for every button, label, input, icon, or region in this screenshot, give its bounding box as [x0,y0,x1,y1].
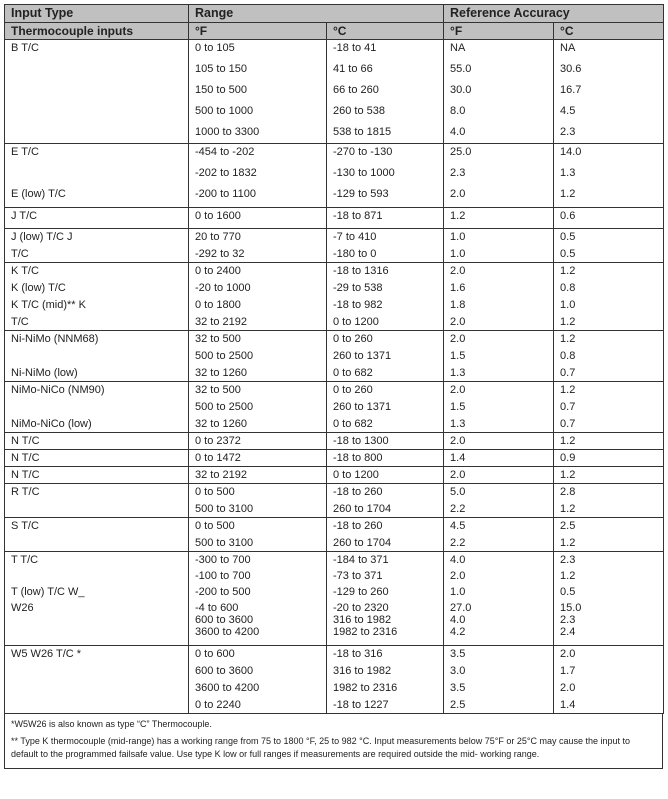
cell-line: 0 to 682 [333,367,373,379]
cell-line: -18 to 871 [333,210,383,222]
cell-line: 0 to 600 [195,648,235,660]
thermocouple-spec-table [4,4,664,714]
range-c-cell [327,331,444,382]
cell-line: 1.0 [450,586,466,598]
cell-line: 500 to 2500 [195,401,254,413]
range-f-cell [189,331,327,382]
cell-line: 260 to 1371 [333,401,392,413]
thermocouple-spec-table-container [4,4,663,797]
cell-line: 1.0 [560,299,576,311]
acc-unit-c: °C [554,23,664,40]
table-body [5,40,664,714]
cell-line: 316 to 1982 [333,665,392,677]
cell-line: 1.2 [560,503,576,515]
cell-line: K (low) T/C [11,282,66,294]
cell-line: 0.7 [560,418,576,430]
cell-line: 30.0 [450,84,472,96]
cell-line: E (low) T/C [11,188,66,200]
cell-line: E T/C [11,146,39,158]
cell-line: 2.0 [450,316,466,328]
cell-line: 260 to 538 [333,105,385,117]
accuracy-c-cell [554,208,664,229]
cell-line: 0 to 500 [195,520,235,532]
input-type-cell [5,518,189,552]
cell-line: S T/C [11,520,39,532]
range-f-cell [189,450,327,467]
range-f-cell [189,144,327,208]
cell-line: 600 to 3600 [195,614,254,626]
cell-line: 0 to 105 [195,42,235,54]
cell-line: 2.0 [450,384,466,396]
cell-line: 2.0 [560,682,576,694]
cell-line: 1.0 [450,248,466,260]
range-c-cell [327,40,444,144]
range-c-cell [327,144,444,208]
cell-line: 1982 to 2316 [333,626,398,638]
cell-line: 1.2 [450,210,466,222]
accuracy-f-cell [444,518,554,552]
range-f-cell [189,433,327,450]
accuracy-f-cell [444,144,554,208]
accuracy-c-cell [554,467,664,484]
cell-line: K T/C (mid)** K [11,299,86,311]
cell-line: Ni-NiMo (NNM68) [11,333,99,345]
cell-line: 27.0 [450,602,472,614]
accuracy-f-cell [444,433,554,450]
table-row [5,467,664,484]
cell-line: -300 to 700 [195,554,251,566]
header-row-2 [5,23,664,40]
cell-line: -18 to 316 [333,648,383,660]
cell-line: 2.5 [560,520,576,532]
cell-line: 32 to 500 [195,333,241,345]
cell-line: -4 to 600 [195,602,239,614]
cell-line: 2.2 [450,503,466,515]
range-c-cell [327,450,444,467]
cell-line: -29 to 538 [333,282,383,294]
cell-line: 1.2 [560,333,576,345]
cell-line: 1.4 [560,699,576,711]
cell-line: -20 to 2320 [333,602,389,614]
cell-line: 1.5 [450,350,466,362]
cell-line: 4.5 [560,105,576,117]
cell-line: 55.0 [450,63,472,75]
cell-line: 1.6 [450,282,466,294]
table-row [5,518,664,552]
range-c-cell [327,484,444,518]
table-row [5,382,664,433]
cell-line: 15.0 [560,602,582,614]
cell-line: 1.8 [450,299,466,311]
accuracy-c-cell [554,40,664,144]
header-row-1 [5,5,664,23]
cell-line: 1.2 [560,316,576,328]
range-c-cell [327,382,444,433]
accuracy-f-cell [444,646,554,714]
table-row [5,646,664,714]
cell-line: 2.3 [560,126,576,138]
cell-line: 32 to 2192 [195,316,247,328]
cell-line: 1.4 [450,452,466,464]
cell-line: 0.5 [560,231,576,243]
accuracy-f-cell [444,40,554,144]
range-unit-f: °F [189,23,327,40]
cell-line: 500 to 1000 [195,105,254,117]
cell-line: 2.0 [450,570,466,582]
cell-line: 0 to 500 [195,486,235,498]
range-c-cell [327,263,444,331]
cell-line: 4.0 [450,554,466,566]
accuracy-c-cell [554,646,664,714]
range-c-cell [327,552,444,646]
cell-line: -73 to 371 [333,570,383,582]
cell-line: T/C [11,316,29,328]
cell-line: 2.0 [450,435,466,447]
range-c-cell [327,208,444,229]
footnote-star: *W5W26 is also known as type “C” Thermocouple. [11,719,212,729]
range-f-cell [189,646,327,714]
accuracy-c-cell [554,433,664,450]
cell-line: 0 to 1200 [333,469,379,481]
cell-line: 4.0 [450,614,466,626]
range-c-cell [327,518,444,552]
cell-line: 0 to 1472 [195,452,241,464]
accuracy-c-cell [554,484,664,518]
cell-line: NA [450,42,466,54]
cell-line: 2.4 [560,626,576,638]
cell-line: 2.0 [450,469,466,481]
range-f-cell [189,467,327,484]
cell-line: 316 to 1982 [333,614,392,626]
cell-line: -100 to 700 [195,570,251,582]
cell-line: -200 to 500 [195,586,251,598]
cell-line: 0 to 2400 [195,265,241,277]
cell-line: 1.2 [560,537,576,549]
table-row [5,263,664,331]
cell-line: 32 to 2192 [195,469,247,481]
cell-line: -18 to 1227 [333,699,389,711]
cell-line: 2.0 [560,648,576,660]
table-row [5,552,664,646]
cell-line: 0.8 [560,282,576,294]
cell-line: W26 [11,602,34,614]
cell-line: 2.0 [450,333,466,345]
cell-line: T/C [11,248,29,260]
cell-line: -130 to 1000 [333,167,395,179]
table-row [5,331,664,382]
input-type-cell [5,263,189,331]
cell-line: 600 to 3600 [195,665,254,677]
cell-line: 0.6 [560,210,576,222]
cell-line: 0.5 [560,586,576,598]
cell-line: T (low) T/C W_ [11,586,85,598]
cell-line: T T/C [11,554,39,566]
table-row [5,208,664,229]
cell-line: -454 to -202 [195,146,255,158]
cell-line: 1.2 [560,570,576,582]
input-type-header: Input Type [5,5,189,23]
cell-line: 0 to 682 [333,418,373,430]
cell-line: 32 to 1260 [195,367,247,379]
input-type-cell [5,646,189,714]
cell-line: 2.3 [560,554,576,566]
cell-line: 1.2 [560,435,576,447]
cell-line: -18 to 260 [333,520,383,532]
section-label: Thermocouple inputs [5,23,189,40]
accuracy-c-cell [554,331,664,382]
cell-line: 16.7 [560,84,582,96]
cell-line: 5.0 [450,486,466,498]
cell-line: 3.5 [450,682,466,694]
table-row [5,484,664,518]
cell-line: B T/C [11,42,39,54]
cell-line: -292 to 32 [195,248,245,260]
cell-line: 25.0 [450,146,472,158]
cell-line: 20 to 770 [195,231,241,243]
cell-line: 0.7 [560,367,576,379]
cell-line: 260 to 1704 [333,537,392,549]
cell-line: 260 to 1371 [333,350,392,362]
acc-unit-f: °F [444,23,554,40]
input-type-cell [5,331,189,382]
cell-line: 0 to 1800 [195,299,241,311]
input-type-cell [5,40,189,144]
range-f-cell [189,484,327,518]
cell-line: 150 to 500 [195,84,247,96]
cell-line: 105 to 150 [195,63,247,75]
cell-line: NiMo-NiCo (low) [11,418,92,430]
input-type-cell [5,433,189,450]
cell-line: 500 to 3100 [195,537,254,549]
accuracy-f-cell [444,450,554,467]
cell-line: 2.3 [450,167,466,179]
cell-line: 3600 to 4200 [195,682,260,694]
footnote-mid-range: ** Type K thermocouple (mid-range) has a working range from 75 to 1800 °F, 25 to 982 °C. Input measurements below 75°F or 25°C may cause the input to default to the programmed failsafe value. Use type K low or full ranges if measurements are required outside the mid- working range. [11,736,631,759]
range-c-cell [327,433,444,450]
cell-line: 0.9 [560,452,576,464]
cell-line: N T/C [11,469,40,481]
cell-line: 41 to 66 [333,63,373,75]
accuracy-f-cell [444,467,554,484]
cell-line: 1.2 [560,188,576,200]
accuracy-c-cell [554,382,664,433]
cell-line: 2.0 [450,265,466,277]
cell-line: 2.5 [450,699,466,711]
accuracy-f-cell [444,552,554,646]
cell-line: 3.0 [450,665,466,677]
range-c-cell [327,646,444,714]
cell-line: 0 to 1600 [195,210,241,222]
cell-line: -270 to -130 [333,146,393,158]
accuracy-f-cell [444,263,554,331]
cell-line: 4.5 [450,520,466,532]
cell-line: 4.2 [450,626,466,638]
cell-line: -7 to 410 [333,231,377,243]
cell-line: 500 to 2500 [195,350,254,362]
cell-line: 0 to 1200 [333,316,379,328]
cell-line: 3.5 [450,648,466,660]
cell-line: 1.5 [450,401,466,413]
table-row [5,40,664,144]
input-type-cell [5,450,189,467]
cell-line: 0.5 [560,248,576,260]
cell-line: J (low) T/C J [11,231,73,243]
cell-line: 1.0 [450,231,466,243]
cell-line: -129 to 593 [333,188,389,200]
cell-line: -20 to 1000 [195,282,251,294]
cell-line: 1.2 [560,384,576,396]
cell-line: 2.0 [450,188,466,200]
cell-line: 500 to 3100 [195,503,254,515]
range-c-cell [327,467,444,484]
range-c-cell [327,229,444,263]
cell-line: -180 to 0 [333,248,377,260]
accuracy-f-cell [444,484,554,518]
cell-line: 1982 to 2316 [333,682,398,694]
cell-line: -18 to 260 [333,486,383,498]
range-f-cell [189,229,327,263]
accuracy-c-cell [554,229,664,263]
cell-line: 2.8 [560,486,576,498]
cell-line: 32 to 1260 [195,418,247,430]
cell-line: 30.6 [560,63,582,75]
range-f-cell [189,208,327,229]
input-type-cell [5,484,189,518]
accuracy-c-cell [554,144,664,208]
cell-line: 1.3 [450,367,466,379]
cell-line: NA [560,42,576,54]
input-type-cell [5,208,189,229]
cell-line: 14.0 [560,146,582,158]
cell-line: 1.2 [560,469,576,481]
cell-line: 4.0 [450,126,466,138]
cell-line: 0 to 260 [333,384,373,396]
cell-line: W5 W26 T/C * [11,648,82,660]
range-header: Range [189,5,444,23]
table-row [5,450,664,467]
input-type-cell [5,144,189,208]
range-f-cell [189,382,327,433]
range-unit-c: °C [327,23,444,40]
cell-line: K T/C [11,265,39,277]
input-type-cell [5,467,189,484]
accuracy-f-cell [444,229,554,263]
cell-line: -200 to 1100 [195,188,256,200]
table-row [5,144,664,208]
cell-line: 1.7 [560,665,576,677]
range-f-cell [189,552,327,646]
cell-line: N T/C [11,452,40,464]
cell-line: -18 to 800 [333,452,383,464]
cell-line: 1.3 [560,167,576,179]
cell-line: -18 to 1300 [333,435,389,447]
cell-line: -18 to 982 [333,299,383,311]
cell-line: 538 to 1815 [333,126,392,138]
cell-line: 0 to 2372 [195,435,241,447]
cell-line: J T/C [11,210,38,222]
input-type-cell [5,552,189,646]
cell-line: 1.3 [450,418,466,430]
accuracy-c-cell [554,518,664,552]
cell-line: -129 to 260 [333,586,389,598]
cell-line: 3600 to 4200 [195,626,260,638]
cell-line: 32 to 500 [195,384,241,396]
cell-line: 0 to 260 [333,333,373,345]
cell-line: -18 to 41 [333,42,377,54]
cell-line: 2.3 [560,614,576,626]
accuracy-c-cell [554,263,664,331]
range-f-cell [189,263,327,331]
accuracy-c-cell [554,450,664,467]
cell-line: 1000 to 3300 [195,126,260,138]
ref-accuracy-header: Reference Accuracy [444,5,664,23]
cell-line: -202 to 1832 [195,167,257,179]
cell-line: Ni-NiMo (low) [11,367,78,379]
cell-line: 2.2 [450,537,466,549]
cell-line: 0.8 [560,350,576,362]
table-row [5,229,664,263]
accuracy-f-cell [444,331,554,382]
cell-line: 260 to 1704 [333,503,392,515]
cell-line: 0 to 2240 [195,699,241,711]
footnotes [4,714,663,769]
accuracy-f-cell [444,208,554,229]
cell-line: -184 to 371 [333,554,389,566]
accuracy-c-cell [554,552,664,646]
cell-line: N T/C [11,435,40,447]
input-type-cell [5,382,189,433]
accuracy-f-cell [444,382,554,433]
cell-line: 8.0 [450,105,466,117]
cell-line: R T/C [11,486,40,498]
cell-line: 0.7 [560,401,576,413]
cell-line: 1.2 [560,265,576,277]
cell-line: -18 to 1316 [333,265,389,277]
input-type-cell [5,229,189,263]
range-f-cell [189,40,327,144]
cell-line: NiMo-NiCo (NM90) [11,384,105,396]
table-row [5,433,664,450]
range-f-cell [189,518,327,552]
cell-line: 66 to 260 [333,84,379,96]
